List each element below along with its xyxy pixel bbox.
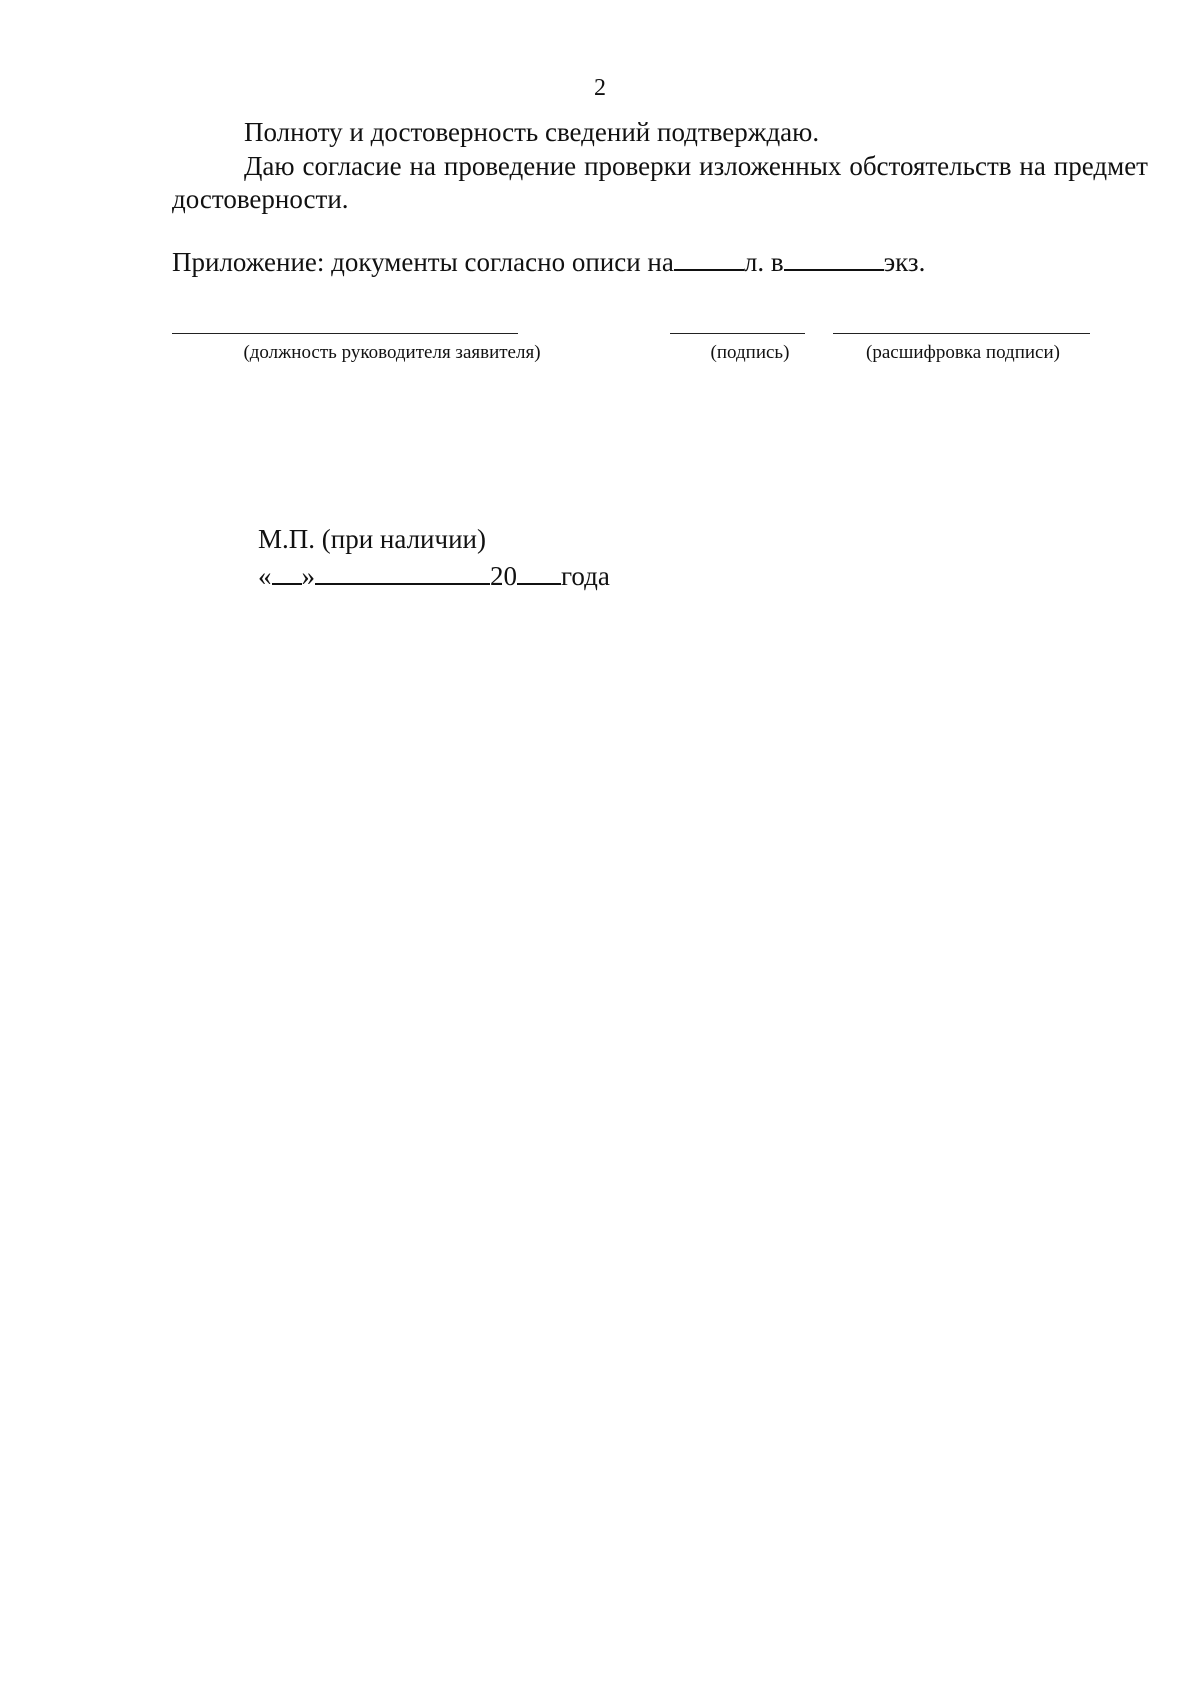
copies-count-blank [784, 247, 884, 271]
date-suffix: года [561, 561, 610, 591]
consent-paragraph: Даю согласие на проведение проверки изложенных обстоятельств на предмет достоверности. [172, 151, 1148, 214]
attachment-line [172, 246, 1148, 279]
confirmation-paragraph: Полноту и достоверность сведений подтверждаю. [244, 117, 820, 147]
sheets-unit: л. в [743, 247, 784, 277]
date-line [258, 558, 610, 594]
date-open-quote: « [258, 561, 272, 591]
month-blank [315, 561, 490, 585]
day-blank [272, 561, 302, 585]
attachment-prefix: Приложение: документы согласно описи на [172, 247, 674, 277]
date-century: 20 [490, 561, 517, 591]
position-signature-line [172, 333, 518, 334]
year-blank [517, 561, 561, 585]
signature-line [670, 333, 805, 334]
stamp-placeholder: М.П. (при наличии) [258, 524, 486, 554]
signature-decoding-line [833, 333, 1090, 334]
signature-decoding-caption: (расшифровка подписи) [866, 342, 1060, 363]
sheets-count-blank [674, 247, 744, 271]
signature-caption: (подпись) [710, 342, 790, 363]
page-number: 2 [594, 75, 606, 101]
date-close-quote: » [301, 561, 315, 591]
copies-unit: экз. [883, 247, 926, 277]
position-caption: (должность руководителя заявителя) [243, 342, 541, 363]
